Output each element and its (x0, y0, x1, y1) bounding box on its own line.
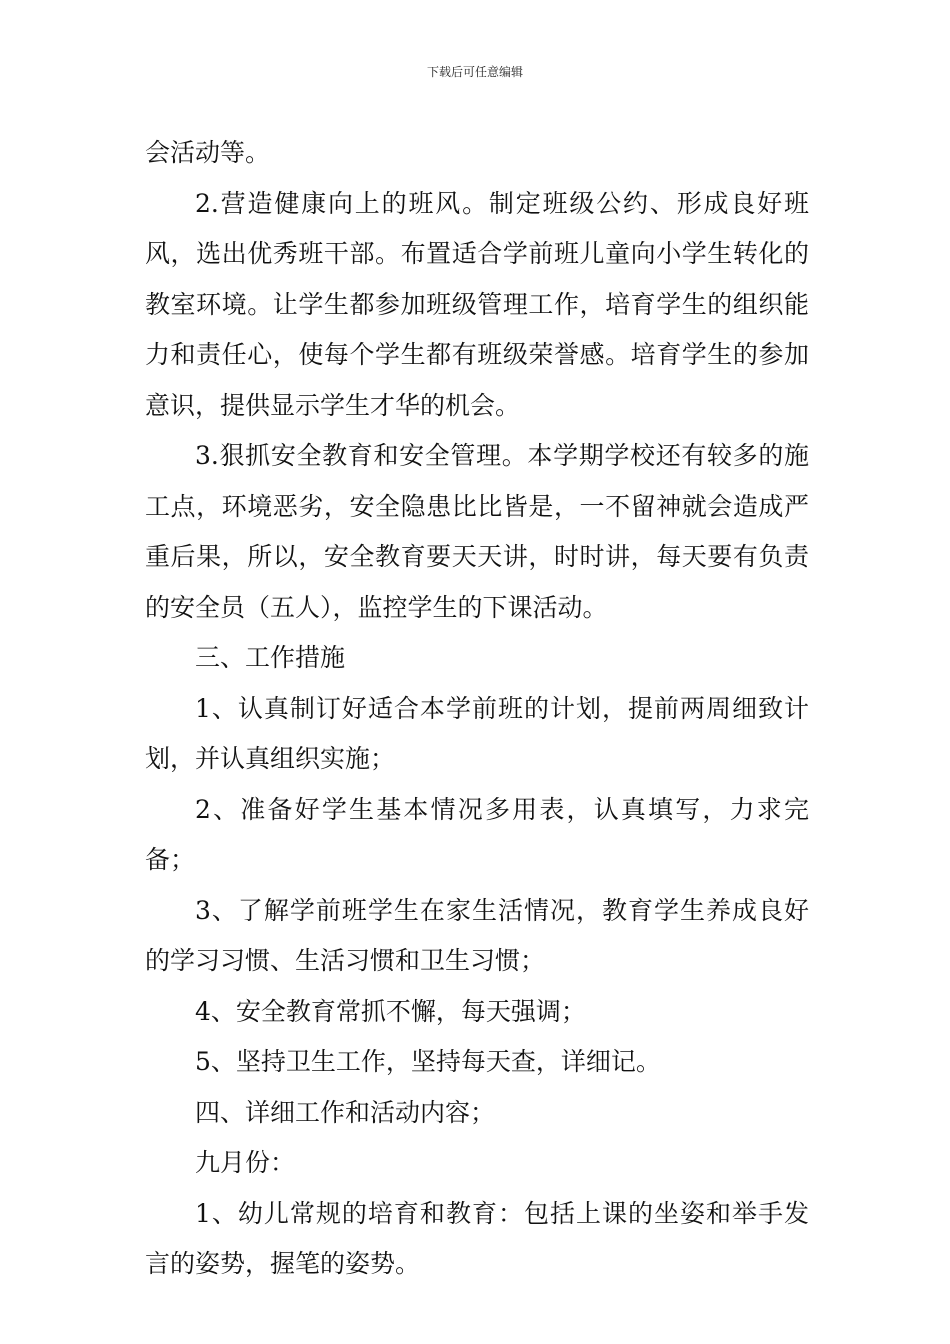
document-body (145, 128, 809, 1290)
list-item: 1、幼儿常规的培育和教育：包括上课的坐姿和举手发言的姿势，握笔的姿势。 (145, 1198, 809, 1278)
page-header: 下载后可任意编辑 (426, 65, 523, 79)
section-heading: 三、工作措施 (195, 643, 346, 672)
list-item: 1、认真制订好适合本学前班的计划，提前两周细致计划，并认真组织实施； (145, 693, 809, 773)
paragraph: 会活动等。 (145, 138, 271, 167)
list-item: 2、准备好学生基本情况多用表，认真填写，力求完备； (145, 794, 809, 874)
section-heading: 四、详细工作和活动内容； (195, 1097, 496, 1127)
subheading: 九月份： (195, 1148, 296, 1177)
paragraph: 3.狠抓安全教育和安全管理。本学期学校还有较多的施工点，环境恶劣，安全隐患比比皆是，一不留神就会造成严重后果，所以，安全教育要天天讲，时时讲，每天要有负责的安全员（五人），监控学生的下课活动。 (145, 441, 809, 622)
list-item: 5、坚持卫生工作，坚持每天查，详细记。 (195, 1047, 661, 1076)
list-item: 4、安全教育常抓不懈，每天强调； (195, 996, 586, 1026)
list-item: 3、了解学前班学生在家生活情况，教育学生养成良好的学习习惯、生活习惯和卫生习惯； (145, 895, 809, 975)
paragraph: 2.营造健康向上的班风。制定班级公约、形成良好班风，选出优秀班干部。布置适合学前班儿童向小学生转化的教室环境。让学生都参加班级管理工作，培育学生的组织能力和责任心，使每个学生都有班级荣誉感。培育学生的参加意识，提供显示学生才华的机会。 (145, 188, 809, 420)
